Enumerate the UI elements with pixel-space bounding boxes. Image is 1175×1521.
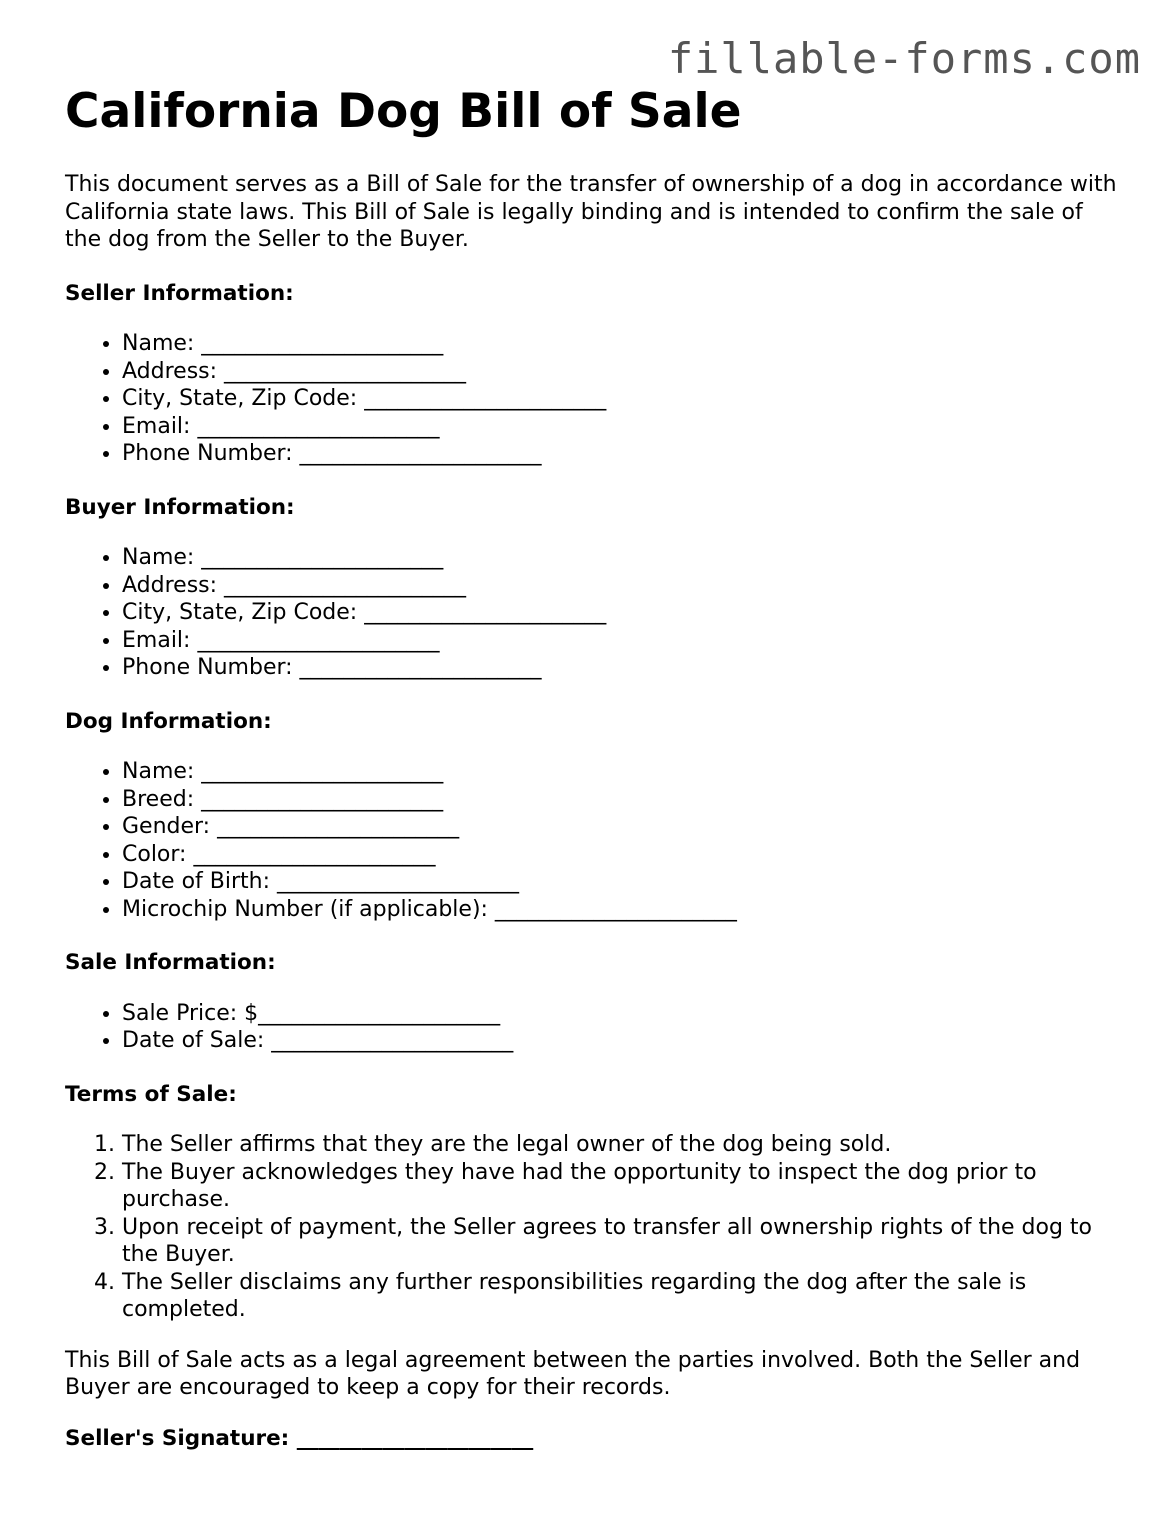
dog-microchip-field[interactable]: • Microchip Number (if applicable): ______________________ xyxy=(122,896,1125,924)
terms-list xyxy=(65,1131,1125,1324)
seller-city-state-zip-field[interactable]: • City, State, Zip Code: ______________________ xyxy=(122,385,1125,413)
buyer-field-list xyxy=(65,544,1125,682)
document-page xyxy=(65,84,1125,1452)
buyer-section-heading: Buyer Information: xyxy=(65,494,295,520)
dog-name-field[interactable]: • Name: ______________________ xyxy=(122,758,1125,786)
closing-paragraph: This Bill of Sale acts as a legal agreement between the parties involved. Both the Seller and Buyer are encouraged to keep a copy for their records. xyxy=(65,1347,1081,1400)
terms-item: 3. Upon receipt of payment, the Seller agrees to transfer all ownership rights of the dog to the Buyer. xyxy=(122,1214,1125,1269)
watermark: fillable-forms.com xyxy=(667,34,1141,83)
dog-breed-field[interactable]: • Breed: ______________________ xyxy=(122,786,1125,814)
document-title: California Dog Bill of Sale xyxy=(65,84,742,139)
sale-section-heading: Sale Information: xyxy=(65,950,276,975)
intro-paragraph: This document serves as a Bill of Sale for the transfer of ownership of a dog in accordance with California state laws. This Bill of Sale is legally binding and is intended to confirm the sale of the dog from the Seller to the Buyer. xyxy=(65,172,1117,252)
terms-item: 1. The Seller affirms that they are the legal owner of the dog being sold. xyxy=(122,1131,1125,1159)
sale-date-field[interactable]: • Date of Sale: ______________________ xyxy=(122,1027,1125,1055)
sale-field-list xyxy=(65,1000,1125,1055)
buyer-email-field[interactable]: • Email: ______________________ xyxy=(122,627,1125,655)
buyer-city-state-zip-field[interactable]: • City, State, Zip Code: ______________________ xyxy=(122,599,1125,627)
seller-section-heading: Seller Information: xyxy=(65,280,294,306)
sale-price-field[interactable]: • Sale Price: $______________________ xyxy=(122,1000,1125,1028)
seller-signature-field[interactable]: Seller's Signature: ______________________ xyxy=(65,1425,534,1451)
seller-field-list xyxy=(65,330,1125,468)
terms-item: 4. The Seller disclaims any further responsibilities regarding the dog after the sale is completed. xyxy=(122,1269,1125,1324)
buyer-name-field[interactable]: • Name: ______________________ xyxy=(122,544,1125,572)
buyer-phone-field[interactable]: • Phone Number: ______________________ xyxy=(122,654,1125,682)
buyer-address-field[interactable]: • Address: ______________________ xyxy=(122,572,1125,600)
terms-section-heading: Terms of Sale: xyxy=(65,1081,237,1107)
seller-email-field[interactable]: • Email: ______________________ xyxy=(122,413,1125,441)
seller-phone-field[interactable]: • Phone Number: ______________________ xyxy=(122,440,1125,468)
seller-name-field[interactable]: • Name: ______________________ xyxy=(122,330,1125,358)
dog-color-field[interactable]: • Color: ______________________ xyxy=(122,841,1125,869)
terms-item: 2. The Buyer acknowledges they have had the opportunity to inspect the dog prior to purchase. xyxy=(122,1159,1125,1214)
dog-section-heading: Dog Information: xyxy=(65,708,272,734)
dog-field-list xyxy=(65,758,1125,923)
dog-date-of-birth-field[interactable]: • Date of Birth: ______________________ xyxy=(122,868,1125,896)
seller-address-field[interactable]: • Address: ______________________ xyxy=(122,358,1125,386)
dog-gender-field[interactable]: • Gender: ______________________ xyxy=(122,813,1125,841)
